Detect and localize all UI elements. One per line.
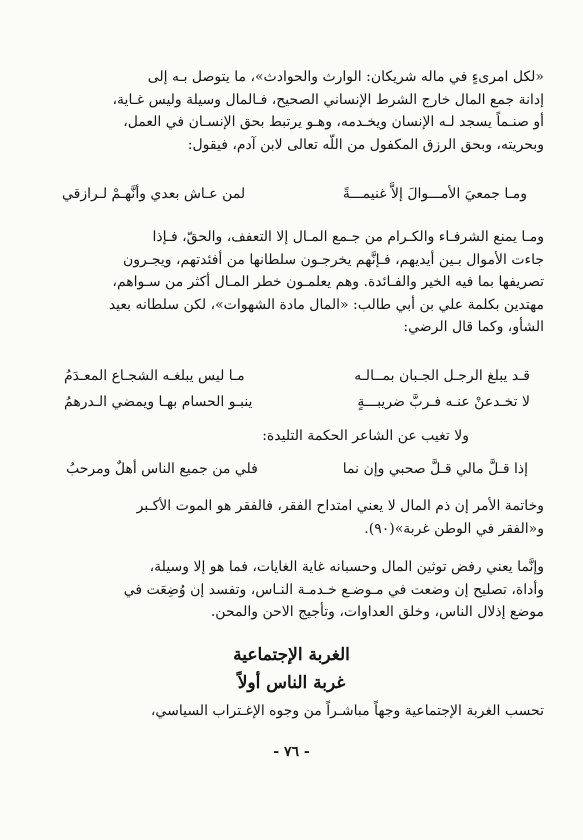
paragraph-1 (52, 66, 544, 156)
text-line: تحسب الغربة الإجتماعية وجهاً مباشـراً من وجوه الإغـتراب السياسي، (150, 703, 544, 719)
text-line: وبحريته، وبحق الرزق المكفول من اللّه تعالى لابن آدم، فيقول: (187, 136, 544, 153)
verse-second-hemistich: ينبـو الحسام بهـا ويمضي الـدرهمُ (64, 394, 253, 410)
verse-4 (66, 461, 528, 485)
text-line: وإنَّما يعني رفض توثين المال وحسبانه غاية الغايات، فما هو إلا وسيلة، (149, 559, 544, 575)
verse-2 (64, 368, 530, 392)
verse-first-hemistich: إذا قـلَّ مالي قـلَّ صحبي وإن نما (342, 461, 528, 477)
paragraph-4 (52, 556, 544, 624)
text-line: إدانة جمع المال خارج الشرط الإنساني الصحيح، فـالمال وسيلة وليس غـاية، (112, 91, 544, 108)
verse-first-hemistich: قـد يبلغ الرجـل الجـبان بمــالـه (354, 368, 530, 384)
text-line: مهتدين بكلمة علي بن أبي طالب: «المال مادة الشهوات»، لكن سلطانه بعيد (108, 296, 544, 313)
verse-first-hemistich: لا تخـدعنْ عنـه فـربَّ ضريبـــةٍ (357, 394, 530, 410)
page-number: - ٧٦ - (273, 744, 310, 760)
text-line: موضع إذلال الناس، وخلق العداوات، وتأجيج الاحن والمحن. (210, 604, 544, 620)
paragraph-5 (52, 700, 544, 723)
section-subheading: غربة الناس أولاً (237, 673, 346, 693)
paragraph-3 (52, 495, 544, 540)
text-line: أو صنـماً يسجد لـه الإنسان ويخـدمه، وهـو يرتبط بحق الإنسـان في العمل، (123, 114, 544, 130)
verse-second-hemistich: مـا ليس يبلغـه الشجـاع المعـدَمُ (64, 368, 245, 384)
verse-3 (64, 394, 530, 418)
verse-intro: ولا تغيب عن الشاعر الحكمة التليدة: (262, 428, 469, 444)
text-line: جاءت الأموال بـين أيديهم، فـإنَّهم يخرجـون سلطانها من أفئدتهم، ويجـرون (122, 251, 544, 268)
text-line: ومـا يمنع الشرفـاء والكـرام من جـمع المـال إلا التعفف، والحقّ، فـإذا (152, 229, 544, 245)
verse-first-hemistich: ومـا جمعيَ الأمـــوالَ إلاَّ غنيمـــةً (342, 186, 527, 202)
paragraph-2 (52, 226, 544, 339)
text-line: تصريفها بما فيه الخير والفـائدة. وهم يعلمـون خطر المـال أكثر من سـواهم، (112, 274, 544, 290)
verse-second-hemistich: لمن عـاش بعدي وأنَّهـمْ لـرازقي (62, 186, 246, 202)
text-line: وأداة، تصليح إن وضعت في مـوضـع خـدمـة النـاس، وتفسد إن وُضِعَت في (123, 581, 544, 598)
section-heading: الغربة الإجتماعية (233, 645, 350, 665)
text-line: الشأو، وكما قال الرضي: (403, 319, 544, 335)
verse-1 (62, 186, 527, 210)
text-line: و«الفقر في الوطن غربة»(٩٠). (364, 520, 544, 537)
text-line: «لكل امرىءٍ في ماله شريكان: الوارث والحوادث»، ما يتوصل بـه إلى (147, 69, 544, 85)
verse-second-hemistich: فلي من جميع الناس أهلٌ ومرحبُ (66, 461, 258, 477)
text-line: وخاتمة الأمر إن ذم المال لا يعني امتداح الفقر، فالفقر هو الموت الأكـبر (136, 498, 544, 514)
